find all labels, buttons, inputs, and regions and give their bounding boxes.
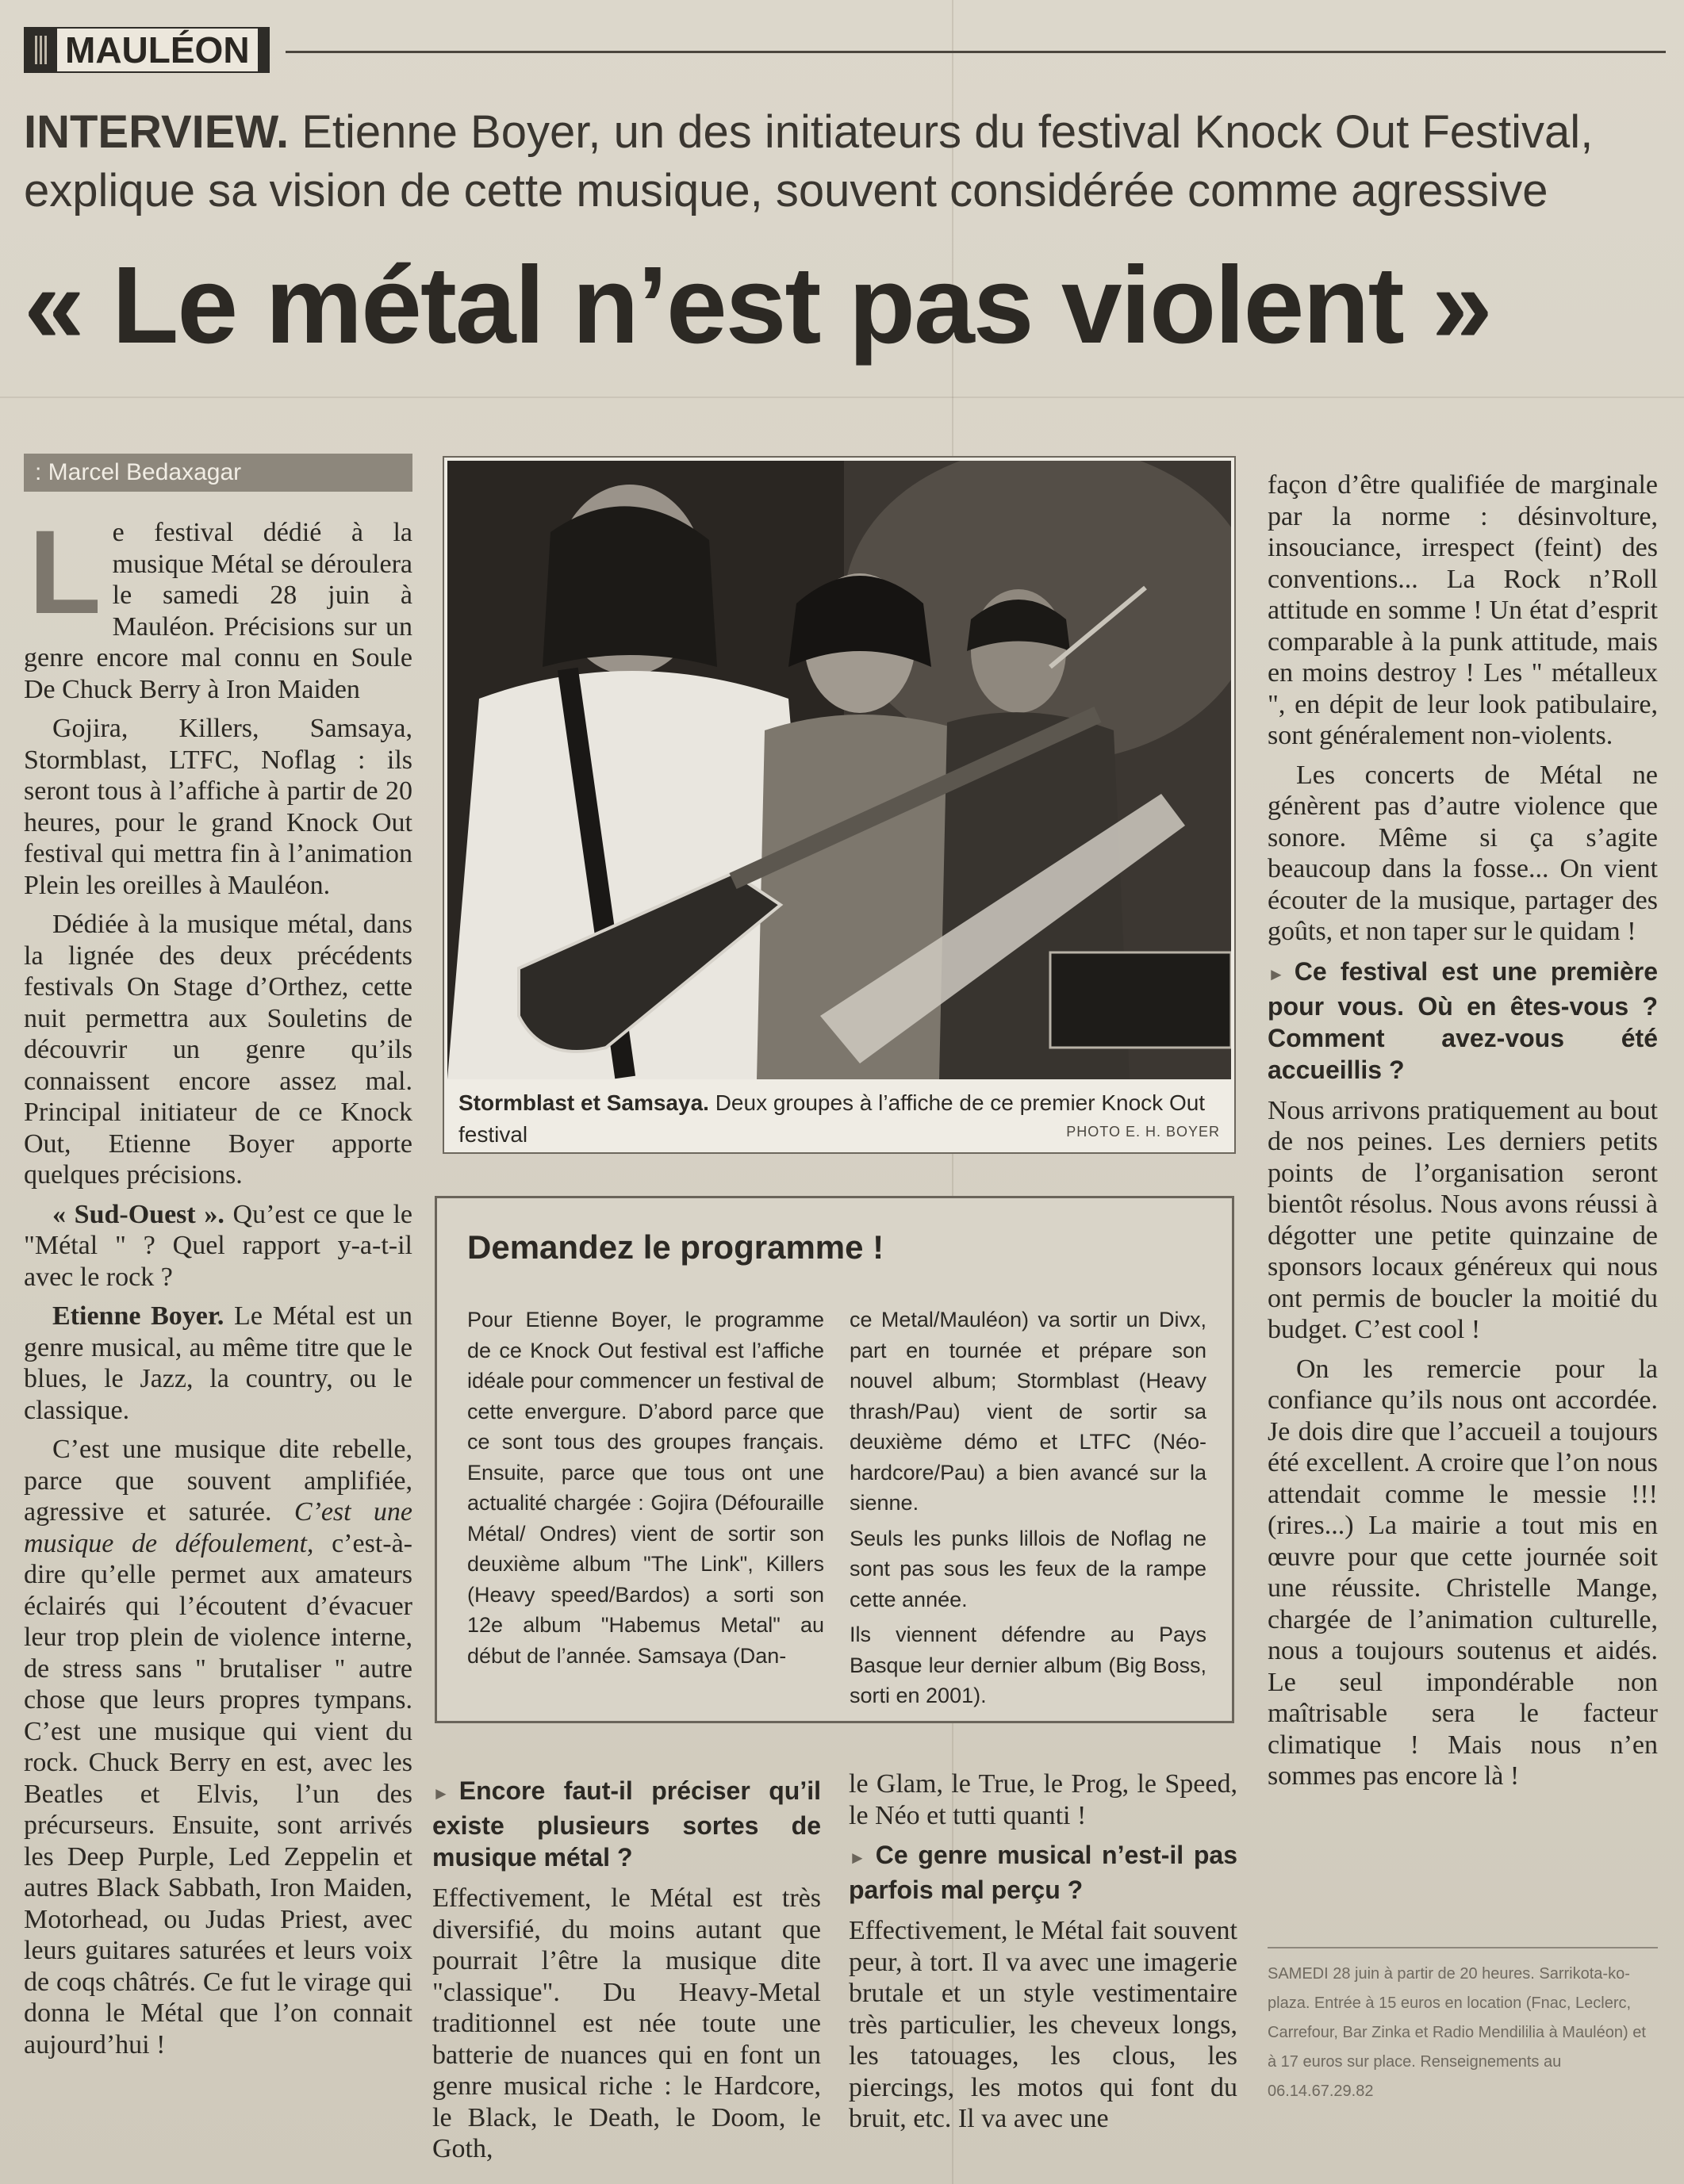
caption-lead: Stormblast et Samsaya. (458, 1090, 709, 1115)
byline: : Marcel Bedaxagar (24, 454, 412, 492)
answer-3: Effectivement, le Métal fait souvent peur, à tort. Il va avec une imagerie brutale et un style vestimentaire très particulier, les cheveux longs, les tatouages, les clous, les piercings, les motos qui font du bruit, etc. Il va avec une (849, 1916, 1237, 2133)
answer-lead: Etienne Boyer. (52, 1301, 224, 1331)
answer-2: Effectivement, le Métal est très diversifié, du moins autant que pourrait l’être la musique dite "classique". Du Heavy-Metal traditionnel est née toute une batterie de nuances qui en font un genre musical riche : le Hardcore, le Black, le Death, le Doom, le Goth, (432, 1883, 821, 2163)
arrow-icon: ► (1268, 964, 1285, 984)
paragraph-intro (24, 505, 412, 705)
question-1 (24, 1199, 412, 1293)
arrow-icon: ► (432, 1784, 450, 1803)
event-info-box: SAMEDI 28 juin à partir de 20 heures. Sarrikota-ko-plaza. Entrée à 15 euros en location (Fnac, Leclerc, Carrefour, Bar Zinka et Radio Mendililia à Mauléon) et à 17 euros sur place. Renseignements au 06.14.67.29.82 (1268, 1947, 1658, 2153)
article-column-4 (1268, 469, 1658, 1800)
programme-column-right (850, 1305, 1206, 1716)
question-text: Qu’est ce que le "Métal " ? Quel rapport y-a-t-il avec le rock ? (24, 1199, 412, 1292)
answer-1 (24, 1301, 412, 1426)
programme-paragraph: Ils viennent défendre au Pays Basque leur dernier album (Big Boss, sorti en 2001). (850, 1623, 1206, 1707)
intro-text: e festival dédié à la musique Métal se déroulera le samedi 28 juin à Mauléon. Précisions sur un genre encore mal connu en Soule De Chuck Berry à Iron Maiden (24, 518, 412, 704)
top-rule (286, 51, 1666, 53)
kicker (24, 103, 1666, 220)
section-tag (24, 27, 270, 73)
article-column-1 (24, 505, 413, 2068)
headline: « Le métal n’est pas violent » (24, 244, 1491, 366)
section-bars-icon (35, 36, 48, 64)
kicker-lead: INTERVIEW. (24, 106, 290, 158)
programme-paragraph: Seuls les punks lillois de Noflag ne sont pas sous les feux de la rampe cette année. (850, 1526, 1206, 1611)
paragraph: Gojira, Killers, Samsaya, Stormblast, LTFC, Noflag : ils seront tous à l’affiche à partir de 20 heures, pour le grand Knock Out festival qui mettra fin à l’animation Plein les oreilles à Mauléon. (24, 714, 412, 900)
paragraph: Dédiée à la musique métal, dans la lignée des deux précédents festivals On Stage d’Orthez, cette nuit permettra aux Souletins de découvrir un genre qu’ils connaissent encore assez mal. Principal initiateur de ce Knock Out, Etienne Boyer apporte quelques précisions. (24, 910, 412, 1190)
caption-text: Deux groupes à l’affiche de ce premier Knock Out festival (458, 1090, 1206, 1147)
section-label: MAULÉON (57, 29, 258, 71)
paragraph: Les concerts de Métal ne génèrent pas d’autre violence que sonore. Même si ça s’agite beaucoup dans la fosse... On vient écouter de la musique, partager des goûts, et non taper sur le quidam ! (1268, 760, 1658, 946)
answer-4: Nous arrivons pratiquement au bout de nos peines. Les derniers petits points de l’organisation seront bientôt résolus. Nous avons réussi à dégotter une petite quinzaine de sponsors locaux généreux qui nous ont permis de boucler la moitié du budget. C’est cool ! (1268, 1095, 1658, 1344)
question-4: ► Ce festival est une première pour vous. Où en êtes-vous ? Comment avez-vous été accueillis ? (1268, 956, 1658, 1084)
question-lead: « Sud-Ouest ». (52, 1199, 224, 1229)
paragraph: C’est une musique dite rebelle, parce que souvent amplifiée, agressive et saturée. C’est une musique de défoulement, c’est-à-dire qu’elle permet aux amateurs éclairés qui l’écoutent d’évacuer leur trop plein de violence interne, de stress sans " brutaliser " autre chose que leurs propres tympans. C’est une musique qui vient du rock. Chuck Berry en est, avec les Beatles et Elvis, l’un des précurseurs. Ensuite, sont arrivés les Deep Purple, Led Zeppelin et autres Black Sabbath, Iron Maiden, Motorhead, ou Judas Priest, avec leurs guitares saturées et leurs voix de coqs châtrés. Ce fut le virage qui donna le Métal que l’on connait aujourd’hui ! (24, 1435, 413, 2059)
photo-credit: PHOTO E. H. BOYER (1066, 1124, 1220, 1140)
programme-paragraph: ce Metal/Mauléon) va sortir un Divx, part en tournée et prépare son nouvel album; Stormblast (Heavy thrash/Pau) vient de sortir sa deuxième démo et LTFC (Néo-hardcore/Pau) a bien avancé sur la sienne. (850, 1308, 1206, 1515)
photo-caption (458, 1087, 1220, 1151)
photo-frame (443, 456, 1236, 1154)
band-photo (447, 461, 1231, 1079)
question-2: ► Encore faut-il préciser qu’il existe plusieurs sortes de musique métal ? (432, 1776, 821, 1872)
programme-box (435, 1196, 1234, 1723)
article-column-2 (432, 1768, 821, 2173)
programme-paragraph: Pour Etienne Boyer, le programme de ce Knock Out festival est l’affiche idéale pour commencer un festival de cette envergure. D’abord parce que ce sont tous des groupes français. Ensuite, parce que tous ont une actualité chargée : Gojira (Défouraille Métal/ Ondres) vient de sortir son deuxième album "The Link", Killers (Heavy speed/Bardos) a sorti son 12e album "Habemus Metal" au début de l’année. Samsaya (Dan- (467, 1308, 824, 1668)
question-3: ► Ce genre musical n’est-il pas parfois mal perçu ? (849, 1841, 1237, 1904)
answer-2-continued: le Glam, le True, le Prog, le Speed, le Néo et tutti quanti ! (849, 1769, 1237, 1830)
arrow-icon: ► (849, 1848, 866, 1868)
programme-title: Demandez le programme ! (467, 1228, 884, 1266)
programme-column-left (467, 1305, 824, 1676)
kicker-text: Etienne Boyer, un des initiateurs du festival Knock Out Festival, explique sa vision de cette musique, souvent considérée comme agressive (24, 106, 1594, 216)
band-photo-illustration (447, 461, 1231, 1079)
dropcap: L (29, 505, 102, 638)
paragraph: On les remercie pour la confiance qu’ils nous ont accordée. Je dois dire que l’accueil a toujours été excellent. A croire que l’on nous attendait comme le messie !!! (rires...) La mairie a tout mis en œuvre pour que cette journée soit une réussite. Christelle Mange, chargée de l’animation culturelle, nous a toujours soutenus et aidés. Le seul impondérable non maîtrisable sera le facteur climatique ! Mais nous n’en sommes pas encore là ! (1268, 1354, 1658, 1791)
fold-line-horizontal (0, 397, 1684, 398)
answer-text: Le Métal est un genre musical, au même titre que le blues, le Jazz, la country, ou le classique. (24, 1301, 413, 1425)
article-column-3 (849, 1768, 1237, 2143)
answer-3-continued: façon d’être qualifiée de marginale par la norme : désinvolture, insouciance, irrespect (feint) des conventions... La Rock n’Roll attitude en somme ! Un état d’esprit comparable à la punk attitude, mais en moins destroy ! Les " métalleux ", en dépit de leur look patibulaire, sont généralement non-violents. (1268, 470, 1658, 750)
